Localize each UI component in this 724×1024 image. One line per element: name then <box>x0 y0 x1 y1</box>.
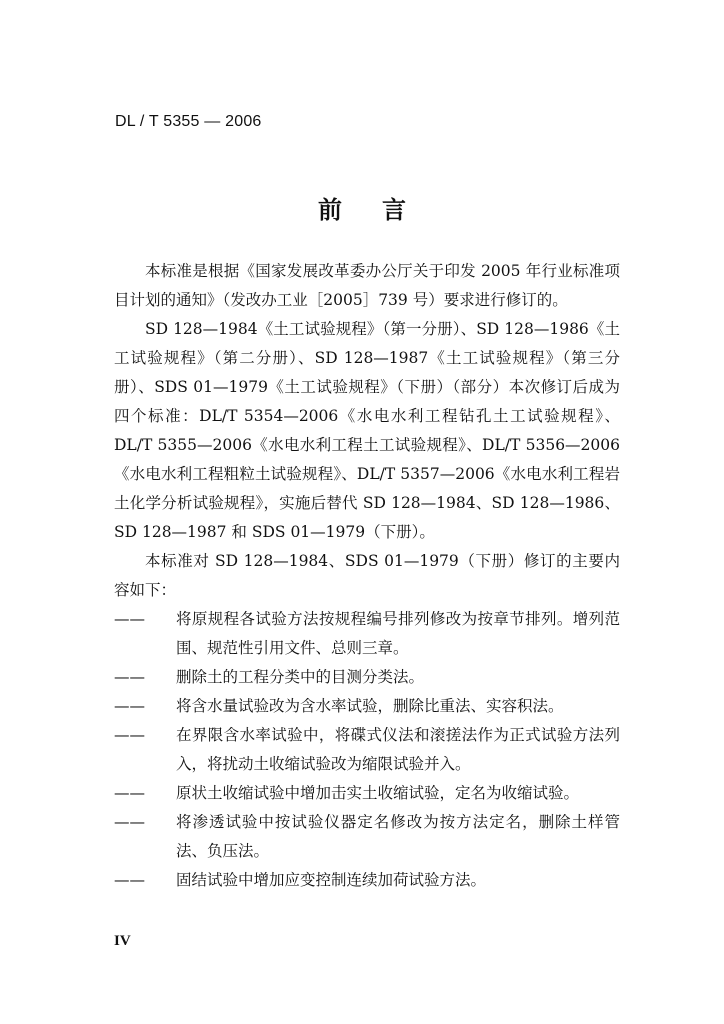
list-item-text: 将原规程各试验方法按规程编号排列修改为按章节排列。增列范围、规范性引用文件、总则三章。 <box>176 610 620 657</box>
list-item-text: 固结试验中增加应变控制连续加荷试验方法。 <box>176 871 487 889</box>
dash-mark: —— <box>114 726 145 744</box>
list-item <box>114 692 620 721</box>
dash-mark: —— <box>114 668 145 686</box>
paragraph-1: 本标准是根据《国家发展改革委办公厅关于印发 2005 年行业标准项目计划的通知》（发改办工业［2005］739 号）要求进行修订的。 <box>114 262 620 309</box>
list-item <box>114 779 620 808</box>
list-item-text: 将含水量试验改为含水率试验，删除比重法、实容积法。 <box>176 697 564 715</box>
list-item-text: 将渗透试验中按试验仪器定名修改为按方法定名，删除土样管法、负压法。 <box>176 813 620 860</box>
list-item <box>114 605 620 663</box>
paragraph-3: 本标准对 SD 128—1984、SDS 01—1979（下册）修订的主要内容如下： <box>114 552 620 599</box>
list-item-text: 在界限含水率试验中，将碟式仪法和滚搓法作为正式试验方法列入，将扰动土收缩试验改为缩限试验并入。 <box>176 726 620 773</box>
section-title: 前言 <box>318 196 446 224</box>
list-item <box>114 808 620 866</box>
page-number: IV <box>114 933 131 949</box>
dash-mark: —— <box>114 813 145 831</box>
dash-mark: —— <box>114 697 145 715</box>
foreword-body <box>114 257 620 895</box>
standard-code-header: DL / T 5355 — 2006 <box>115 113 262 130</box>
dash-mark: —— <box>114 871 145 889</box>
list-item-text: 删除土的工程分类中的目测分类法。 <box>176 668 425 686</box>
dash-mark: —— <box>114 784 145 802</box>
list-item <box>114 721 620 779</box>
list-item <box>114 866 620 895</box>
list-item-text: 原状土收缩试验中增加击实土收缩试验，定名为收缩试验。 <box>176 784 580 802</box>
list-item <box>114 663 620 692</box>
paragraph-2: SD 128—1984《土工试验规程》（第一分册）、SD 128—1986《土工试验规程》（第二分册）、SD 128—1987《土工试验规程》（第三分册）、SDS 01—1979《土工试验规程》（下册）（部分）本次修订后成为四个标准：DL/T 5354—2006《水电水利工程钻孔土工试验规程》、DL/T 5355—2006《水电水利工程土工试验规程》、DL/T 5356—2006《水电水利工程粗粒土试验规程》、DL/T 5357—2006《水电水利工程岩土化学分析试验规程》，实施后替代 SD 128—1984、SD 128—1986、SD 128—1987 和 SDS 01—1979（下册）。 <box>114 320 620 541</box>
dash-mark: —— <box>114 610 145 628</box>
